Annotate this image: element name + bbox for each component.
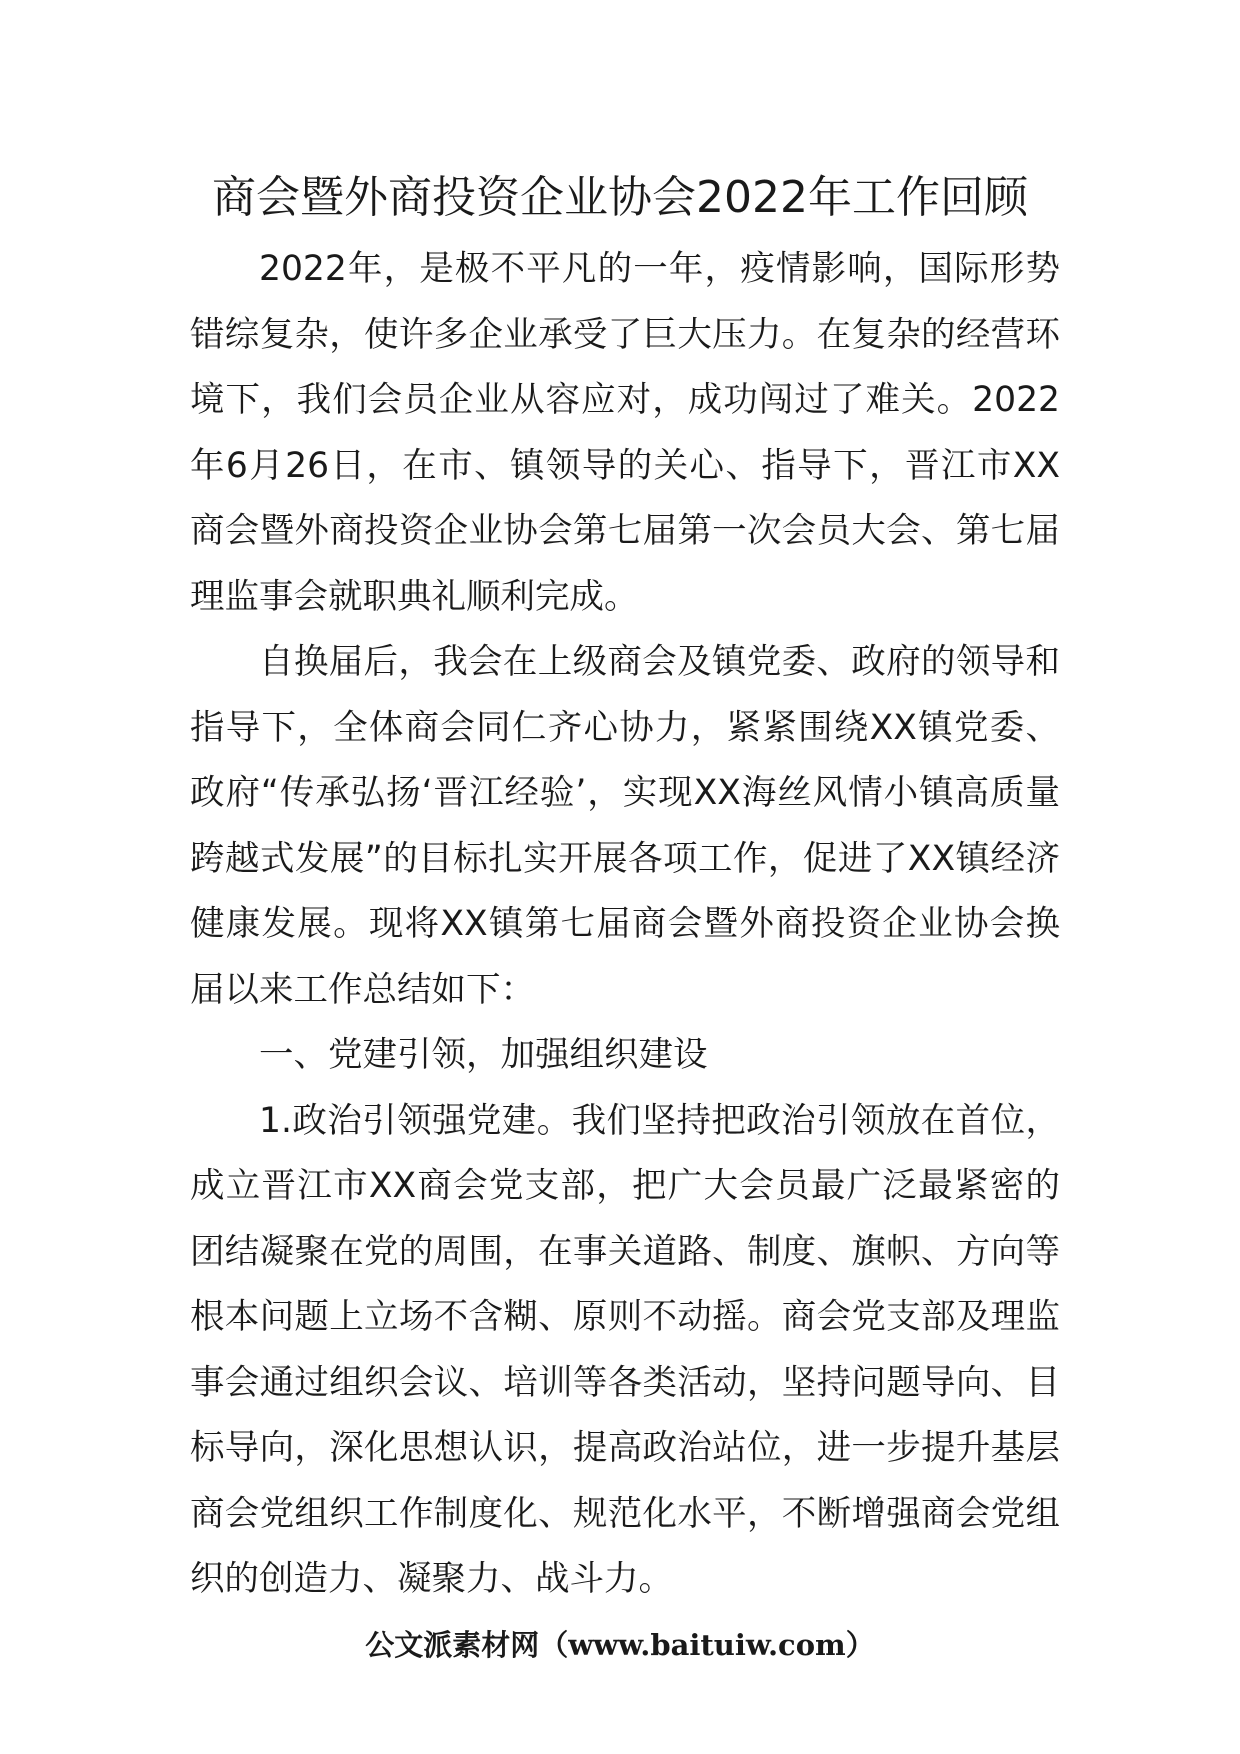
paragraph-party-building: 1.政治引领强党建。我们坚持把政治引领放在首位，成立晋江市XX商会党支部，把广大会员最广泛最紧密的团结凝聚在党的周围，在事关道路、制度、旗帜、方向等根本问题上立场不含糊、原则不动摇。商会党支部及理监事会通过组织会议、培训等各类活动，坚持问题导向、目标导向，深化思想认识，提高政治站位，进一步提升基层商会党组织工作制度化、规范化水平，不断增强商会党组织的创造力、凝聚力、战斗力。: [190, 1100, 1060, 1599]
document-title: 商会暨外商投资企业协会2022年工作回顾: [212, 172, 1028, 223]
section-heading: 一、党建引领，加强组织建设: [259, 1035, 708, 1075]
paragraph-intro: 2022年，是极不平凡的一年，疫情影响，国际形势错综复杂，使许多企业承受了巨大压力。在复杂的经营环境下，我们会员企业从容应对，成功闯过了难关。2022年6月26日，在市、镇领导的关心、指导下，晋江市XX商会暨外商投资企业协会第七届第一次会员大会、第七届理监事会就职典礼顺利完成。: [190, 249, 1060, 617]
paragraph-summary: 自换届后，我会在上级商会及镇党委、政府的领导和指导下，全体商会同仁齐心协力，紧紧围绕XX镇党委、政府“传承弘扬‘晋江经验’，实现XX海丝风情小镇高质量跨越式发展”的目标扎实开展各项工作，促进了XX镇经济健康发展。现将XX镇第七届商会暨外商投资企业协会换届以来工作总结如下：: [190, 642, 1060, 1010]
footer-watermark: 公文派素材网（www.baituiw.com）: [365, 1628, 875, 1662]
document-body: [190, 237, 1060, 1613]
